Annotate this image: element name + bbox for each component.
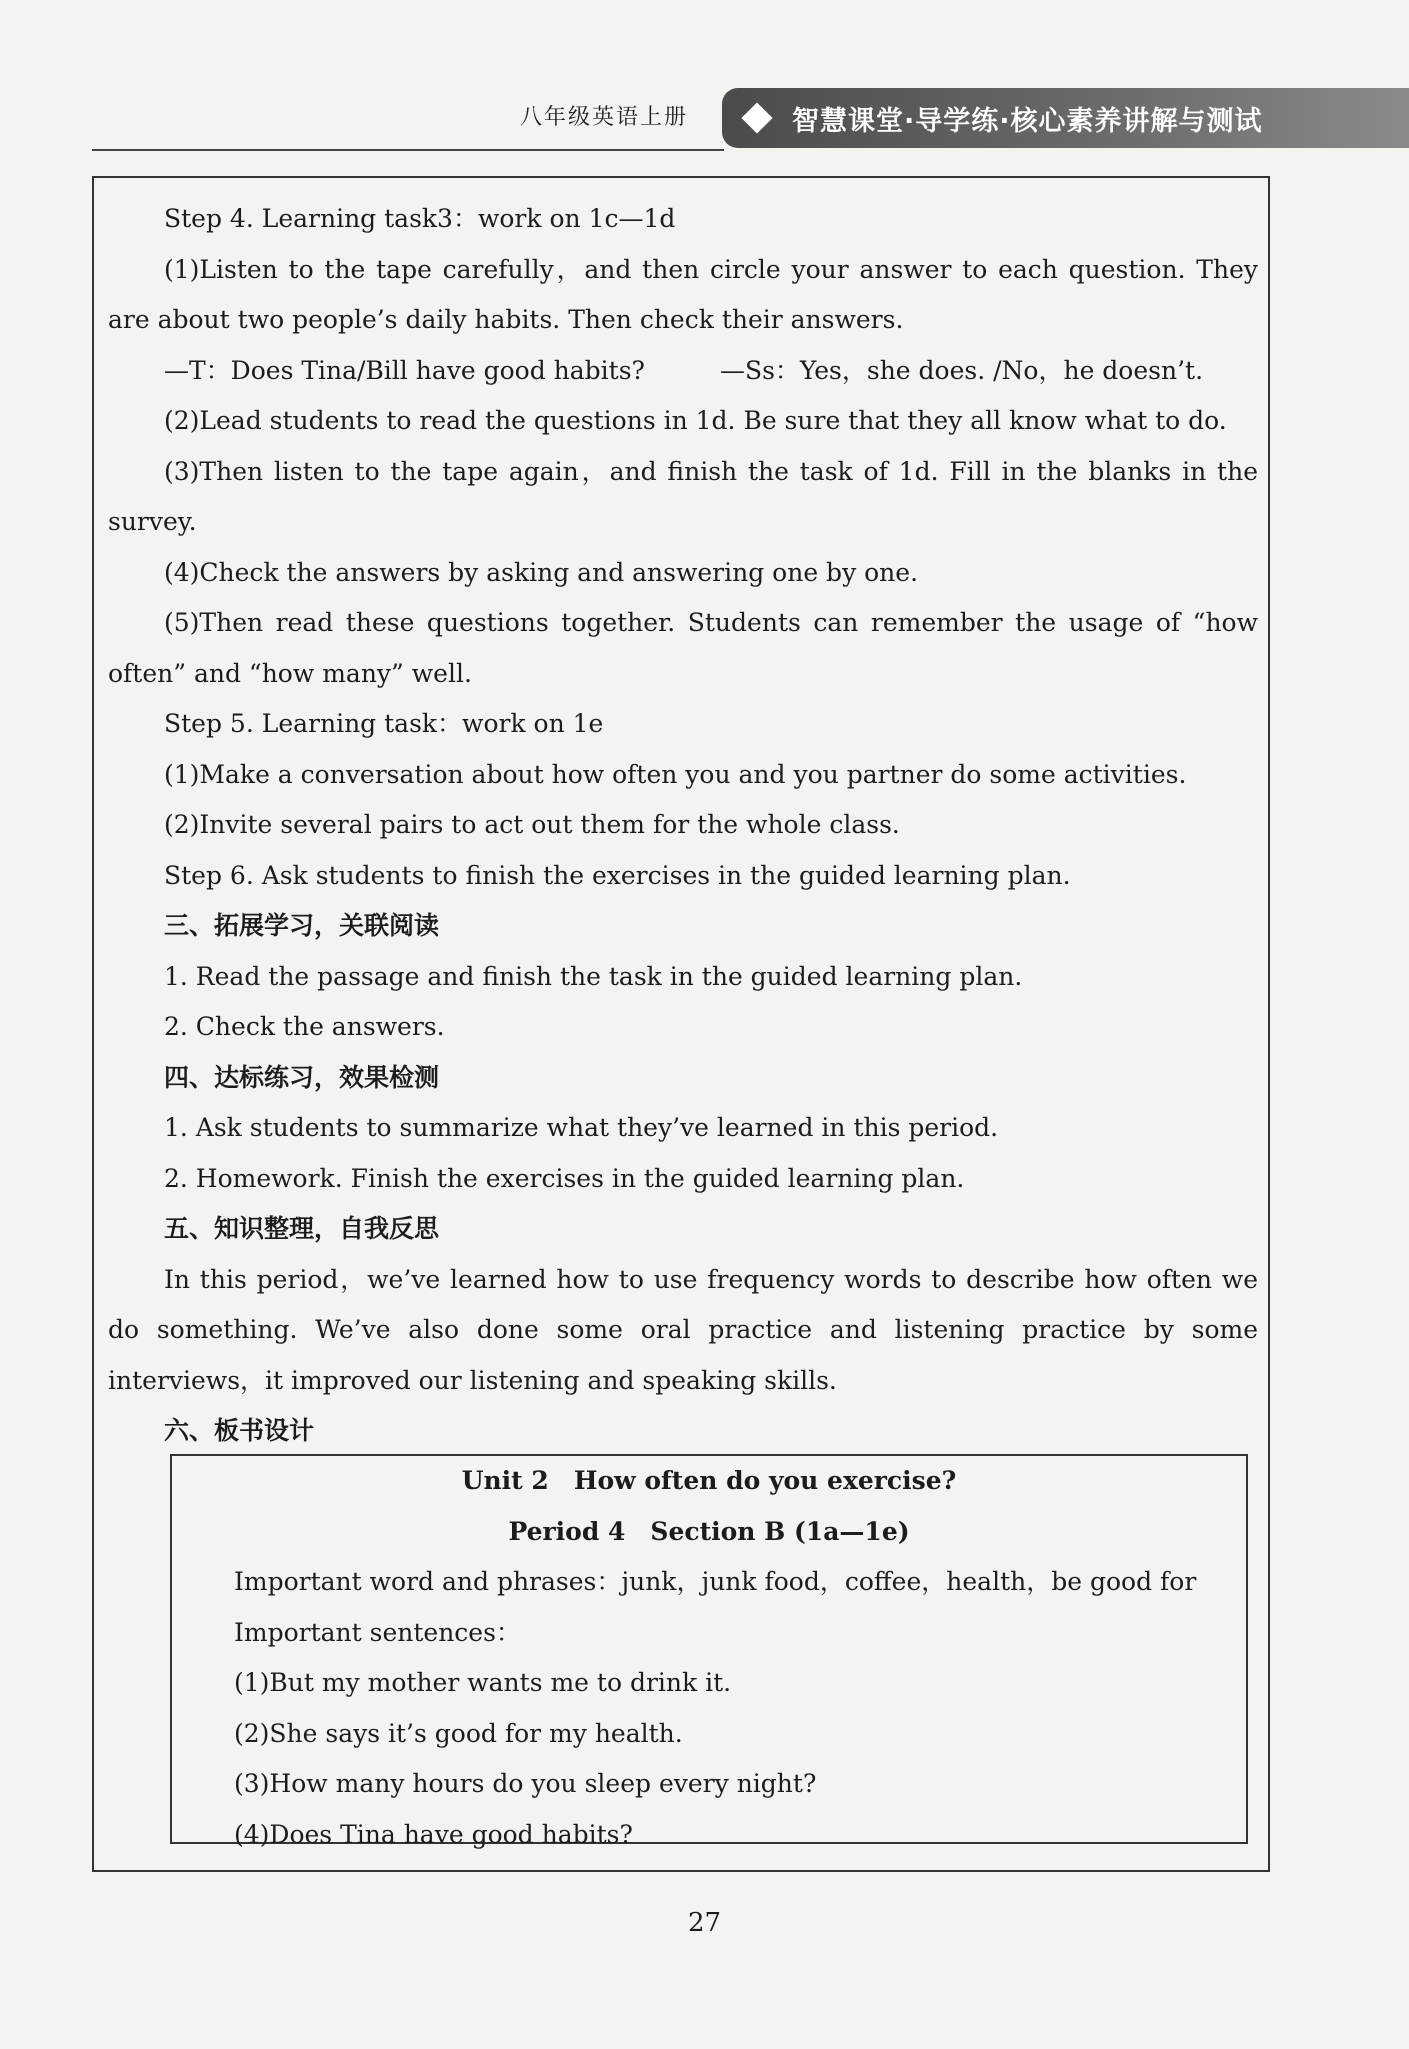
blackboard-design bbox=[170, 1454, 1248, 1849]
page-number: 27 bbox=[687, 1908, 722, 1938]
step5-title: Step 5. Learning task：work on 1e bbox=[164, 709, 604, 738]
step5-item-2: (2)Invite several pairs to act out them for the whole class. bbox=[164, 810, 900, 839]
board-line-6: (4)Does Tina have good habits? bbox=[234, 1819, 633, 1849]
dialogue-line: —T：Does Tina/Bill have good habits? —Ss：Yes，she does. /No，he doesn’t. bbox=[164, 355, 1204, 385]
section3-item-1: 1. Read the passage and finish the task in the guided learning plan. bbox=[164, 961, 1023, 991]
section4-item-1: 1. Ask students to summarize what they’ve learned in this period. bbox=[164, 1113, 999, 1142]
step4-item-2: (2)Lead students to read the questions in 1d. Be sure that they all know what to do. bbox=[164, 406, 1227, 435]
section5-heading: 五、知识整理，自我反思 bbox=[164, 1214, 440, 1243]
lesson-content bbox=[108, 194, 1258, 1457]
board-line-1: Important word and phrases：junk，junk food，coffee，health，be good for bbox=[234, 1567, 1197, 1596]
grade-label: 八年级英语上册 bbox=[520, 105, 689, 130]
board-title: Unit 2 How often do you exercise? bbox=[461, 1466, 957, 1495]
step4-item-5: (5)Then read these questions together. Students can remember the usage of “how often” and “how many” well. bbox=[108, 608, 1258, 688]
step6-title: Step 6. Ask students to finish the exercises in the guided learning plan. bbox=[164, 860, 1071, 890]
board-subtitle: Period 4 Section B (1a—1e) bbox=[508, 1516, 910, 1546]
section6-heading: 六、板书设计 bbox=[164, 1416, 315, 1445]
diamond-icon bbox=[741, 102, 772, 133]
series-banner bbox=[722, 88, 1409, 148]
board-line-4: (2)She says it’s good for my health. bbox=[234, 1718, 683, 1748]
board-line-2: Important sentences： bbox=[234, 1617, 521, 1647]
section5-text: In this period，we’ve learned how to use frequency words to describe how often we do something. We’ve also done some oral practice and listening practice by some interviews，it improved our listening and speaking skills. bbox=[108, 1264, 1258, 1395]
series-title: 智慧课堂·导学练·核心素养讲解与测试 bbox=[792, 105, 1263, 137]
step4-item-4: (4)Check the answers by asking and answering one by one. bbox=[164, 557, 919, 587]
header-rule bbox=[92, 149, 724, 151]
step4-title: Step 4. Learning task3：work on 1c—1d bbox=[164, 204, 676, 233]
board-line-5: (3)How many hours do you sleep every night? bbox=[234, 1769, 817, 1798]
board-line-3: (1)But my mother wants me to drink it. bbox=[234, 1668, 732, 1697]
step4-item-1: (1)Listen to the tape carefully，and then circle your answer to each question. They are about two people’s daily habits. Then check their answers. bbox=[108, 254, 1258, 334]
step5-item-1: (1)Make a conversation about how often you and you partner do some activities. bbox=[164, 759, 1187, 789]
page-header bbox=[0, 0, 1409, 160]
section4-heading: 四、达标练习，效果检测 bbox=[164, 1062, 440, 1092]
section3-heading: 三、拓展学习，关联阅读 bbox=[164, 911, 440, 940]
section3-item-2: 2. Check the answers. bbox=[164, 1012, 445, 1041]
step4-item-3: (3)Then listen to the tape again，and finish the task of 1d. Fill in the blanks in the survey. bbox=[108, 456, 1258, 536]
section4-item-2: 2. Homework. Finish the exercises in the guided learning plan. bbox=[164, 1163, 965, 1193]
